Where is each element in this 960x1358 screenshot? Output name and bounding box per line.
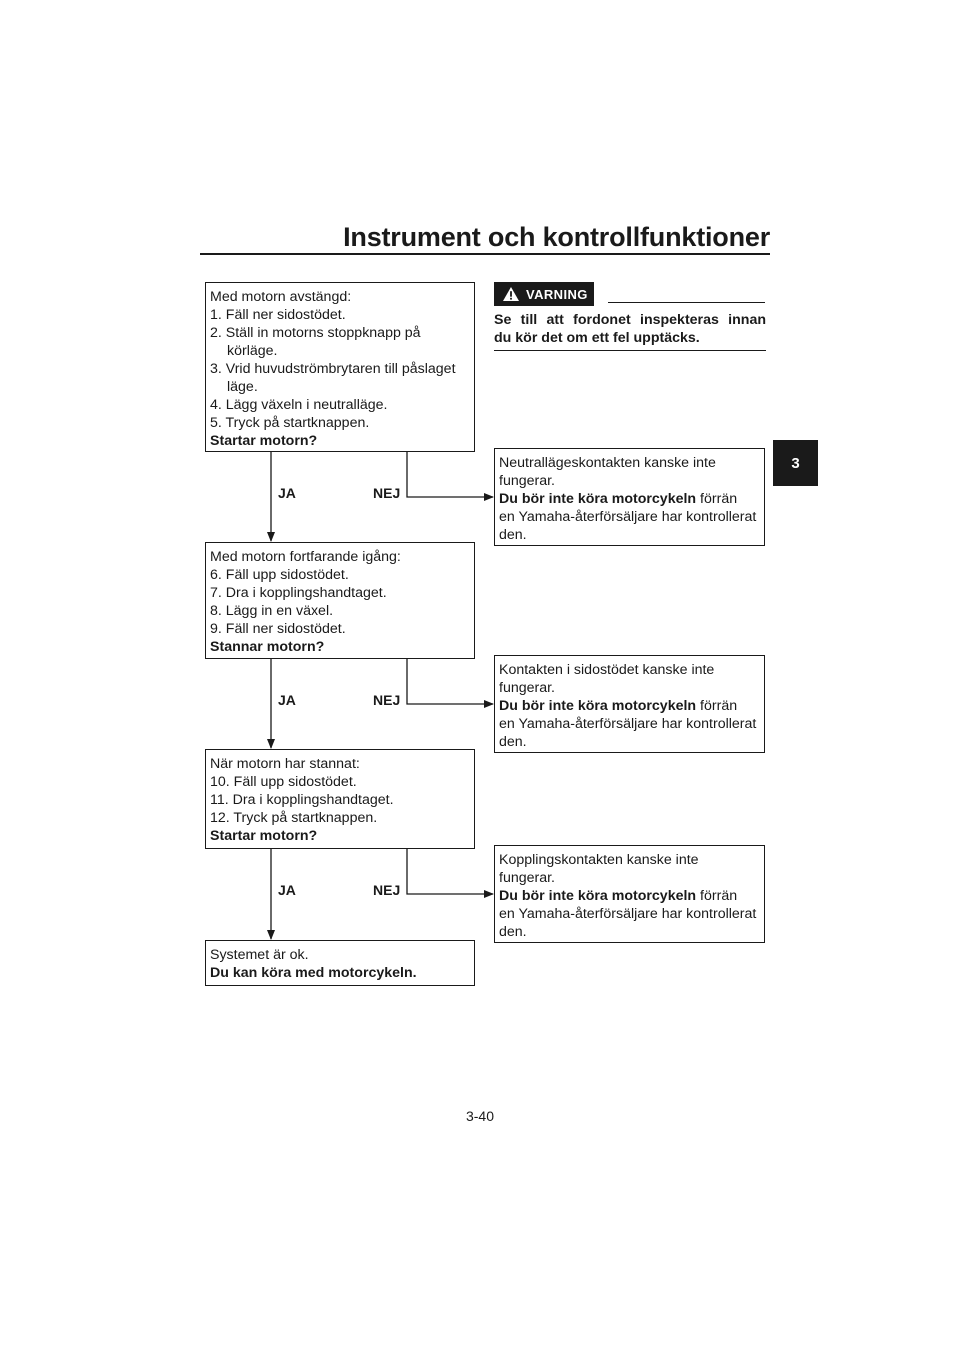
- warning-line: Se till att fordonet inspekteras innan: [494, 312, 766, 328]
- no-arrow-3: [407, 849, 493, 894]
- step-item: 11. Dra i kopplingshandtaget.: [210, 792, 394, 808]
- yes-label: JA: [278, 882, 296, 898]
- result-line: Kontakten i sidostödet kanske inte: [499, 662, 715, 678]
- step-item: 4. Lägg växeln i neutralläge.: [210, 397, 388, 413]
- step-intro: När motorn har stannat:: [210, 756, 360, 772]
- result-line: en Yamaha-återförsäljare har kontrollerat: [499, 716, 757, 732]
- final-conclusion: Du kan köra med motorcykeln.: [210, 965, 417, 981]
- result-advice-rest: förrän: [696, 888, 738, 904]
- result-line: en Yamaha-återförsäljare har kontrollerat: [499, 509, 757, 525]
- result-line: Kopplingskontakten kanske inte: [499, 852, 699, 868]
- step-item: 9. Fäll ner sidostödet.: [210, 621, 346, 637]
- step-item: 12. Tryck på startknappen.: [210, 810, 378, 826]
- step-item: 5. Tryck på startknappen.: [210, 415, 370, 431]
- no-label: NEJ: [373, 692, 401, 708]
- result-line: Neutrallägeskontakten kanske inte: [499, 455, 716, 471]
- yes-label: JA: [278, 692, 296, 708]
- step-item-continued: körläge.: [227, 343, 278, 359]
- result-advice-rest: förrän: [696, 698, 738, 714]
- step-item: 3. Vrid huvudströmbrytaren till påslaget: [210, 361, 456, 377]
- result-line: den.: [499, 734, 527, 750]
- result-line: en Yamaha-återförsäljare har kontrollerat: [499, 906, 757, 922]
- final-line: Systemet är ok.: [210, 947, 309, 963]
- result-advice-bold: Du bör inte köra motorcykeln: [499, 491, 697, 507]
- no-arrow-1: [407, 452, 493, 497]
- page-title: Instrument och kontrollfunktioner: [343, 222, 770, 252]
- result-line: fungerar.: [499, 473, 556, 489]
- step-question: Stannar motorn?: [210, 639, 325, 655]
- yes-label: JA: [278, 485, 296, 501]
- result-line: den.: [499, 924, 527, 940]
- chapter-tab: 3: [773, 440, 818, 486]
- result-advice-rest: förrän: [696, 491, 738, 507]
- step-item: 6. Fäll upp sidostödet.: [210, 567, 349, 583]
- result-line: fungerar.: [499, 680, 556, 696]
- result-line: fungerar.: [499, 870, 556, 886]
- result-advice-bold: Du bör inte köra motorcykeln: [499, 698, 697, 714]
- result-line: den.: [499, 527, 527, 543]
- page-number: 3-40: [465, 1108, 495, 1124]
- step-intro: Med motorn avstängd:: [210, 289, 352, 305]
- step-item: 2. Ställ in motorns stoppknapp på: [210, 325, 421, 341]
- step-intro: Med motorn fortfarande igång:: [210, 549, 401, 565]
- step-item: 1. Fäll ner sidostödet.: [210, 307, 346, 323]
- step-question: Startar motorn?: [210, 828, 318, 844]
- no-label: NEJ: [373, 882, 401, 898]
- result-advice-bold: Du bör inte köra motorcykeln: [499, 888, 697, 904]
- no-arrow-2: [407, 659, 493, 704]
- step-item: 10. Fäll upp sidostödet.: [210, 774, 357, 790]
- no-label: NEJ: [373, 485, 401, 501]
- warning-label: VARNING: [526, 286, 588, 302]
- step-item: 7. Dra i kopplingshandtaget.: [210, 585, 387, 601]
- warning-line: du kör det om ett fel upptäcks.: [494, 330, 700, 346]
- step-item: 8. Lägg in en växel.: [210, 603, 334, 619]
- step-question: Startar motorn?: [210, 433, 318, 449]
- step-item-continued: läge.: [227, 379, 258, 395]
